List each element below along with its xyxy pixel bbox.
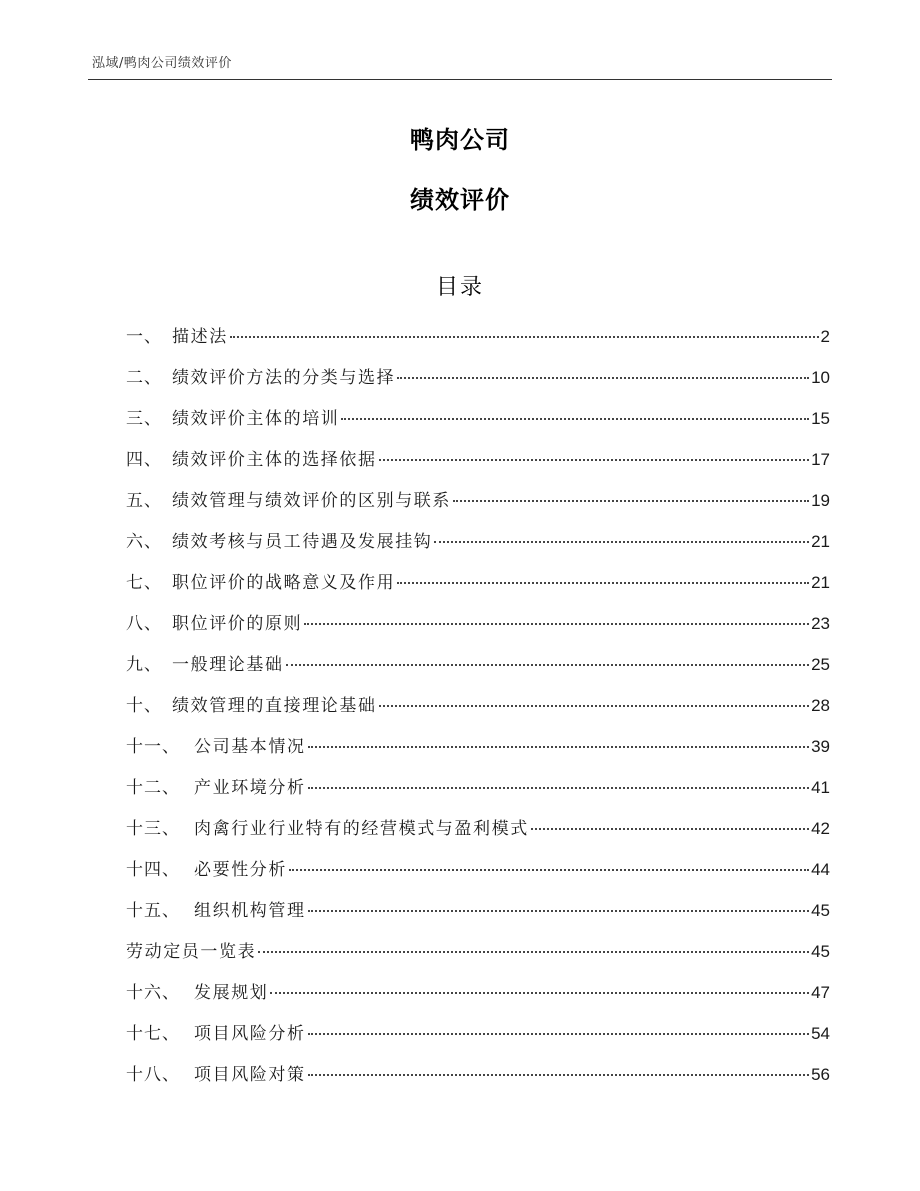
toc-entry-title: 职位评价的原则 [172, 614, 303, 634]
header-rule [88, 79, 832, 80]
toc-entry-number: 四、 [126, 450, 162, 470]
toc-entry[interactable] [126, 568, 830, 609]
toc-entry[interactable] [126, 404, 830, 445]
toc-entry-title: 公司基本情况 [194, 737, 306, 757]
toc-entry-page-number: 17 [811, 450, 830, 469]
toc-entry-number: 一、 [126, 327, 162, 347]
toc-entry-title: 劳动定员一览表 [126, 942, 257, 962]
toc-entry[interactable] [126, 814, 830, 855]
toc-dot-leader [230, 336, 819, 338]
toc-entry-title: 产业环境分析 [194, 778, 306, 798]
table-of-contents [126, 322, 830, 1101]
toc-entry[interactable] [126, 1060, 830, 1101]
toc-dot-leader [434, 541, 809, 543]
toc-entry-number: 九、 [126, 655, 162, 675]
toc-entry-title: 必要性分析 [194, 860, 287, 880]
toc-dot-leader [308, 1033, 809, 1035]
toc-entry-page-number: 54 [811, 1024, 830, 1043]
toc-entry-number: 六、 [126, 532, 162, 552]
toc-entry-page-number: 41 [811, 778, 830, 797]
toc-entry[interactable] [126, 527, 830, 568]
toc-entry-title: 绩效评价主体的选择依据 [172, 450, 377, 470]
toc-entry-title: 肉禽行业行业特有的经营模式与盈利模式 [194, 819, 529, 839]
toc-entry-page-number: 44 [811, 860, 830, 879]
toc-entry-page-number: 2 [820, 327, 830, 346]
toc-entry-title: 绩效评价方法的分类与选择 [172, 368, 396, 388]
toc-entry[interactable] [126, 445, 830, 486]
toc-dot-leader [308, 910, 809, 912]
toc-dot-leader [258, 951, 809, 953]
toc-entry[interactable] [126, 691, 830, 732]
toc-entry-number: 七、 [126, 573, 162, 593]
toc-dot-leader [453, 500, 809, 502]
toc-entry-number: 十五、 [126, 901, 180, 921]
toc-dot-leader [397, 377, 809, 379]
toc-dot-leader [379, 705, 809, 707]
toc-dot-leader [308, 746, 809, 748]
toc-entry-title: 组织机构管理 [194, 901, 306, 921]
toc-entry-title: 一般理论基础 [172, 655, 284, 675]
toc-entry-page-number: 10 [811, 368, 830, 387]
toc-entry-page-number: 56 [811, 1065, 830, 1084]
toc-entry-number: 十八、 [126, 1065, 180, 1085]
toc-entry-page-number: 19 [811, 491, 830, 510]
document-title-line1: 鸭肉公司 [410, 126, 510, 154]
toc-entry-title: 描述法 [172, 327, 228, 347]
toc-entry-number: 三、 [126, 409, 162, 429]
toc-entry-number: 八、 [126, 614, 162, 634]
toc-entry[interactable] [126, 896, 830, 937]
toc-entry-number: 十一、 [126, 737, 180, 757]
toc-entry-page-number: 42 [811, 819, 830, 838]
toc-entry-title: 绩效管理与绩效评价的区别与联系 [172, 491, 451, 511]
toc-entry-title: 绩效考核与员工待遇及发展挂钩 [172, 532, 433, 552]
toc-entry[interactable] [126, 937, 830, 978]
toc-entry[interactable] [126, 650, 830, 691]
toc-entry-number: 十七、 [126, 1024, 180, 1044]
toc-dot-leader [397, 582, 809, 584]
toc-entry[interactable] [126, 609, 830, 650]
toc-entry-page-number: 45 [811, 901, 830, 920]
toc-dot-leader [286, 664, 809, 666]
toc-entry[interactable] [126, 1019, 830, 1060]
toc-dot-leader [304, 623, 809, 625]
toc-dot-leader [270, 992, 809, 994]
toc-entry-page-number: 45 [811, 942, 830, 961]
toc-dot-leader [308, 1074, 809, 1076]
toc-dot-leader [289, 869, 809, 871]
toc-heading: 目录 [435, 275, 484, 300]
toc-entry-title: 发展规划 [194, 983, 269, 1003]
toc-entry-page-number: 21 [811, 573, 830, 592]
running-header: 泓域/鸭肉公司绩效评价 [92, 56, 232, 71]
toc-entry[interactable] [126, 855, 830, 896]
toc-entry-page-number: 47 [811, 983, 830, 1002]
toc-dot-leader [341, 418, 809, 420]
toc-entry-number: 十三、 [126, 819, 180, 839]
toc-entry[interactable] [126, 978, 830, 1019]
toc-entry-title: 项目风险分析 [194, 1024, 306, 1044]
toc-entry-number: 十、 [126, 696, 162, 716]
toc-entry-number: 十四、 [126, 860, 180, 880]
toc-entry-number: 十二、 [126, 778, 180, 798]
toc-entry-page-number: 23 [811, 614, 830, 633]
toc-entry-page-number: 21 [811, 532, 830, 551]
toc-entry[interactable] [126, 322, 830, 363]
toc-entry-title: 项目风险对策 [194, 1065, 306, 1085]
toc-entry-page-number: 15 [811, 409, 830, 428]
document-title-line2: 绩效评价 [410, 186, 510, 214]
toc-dot-leader [379, 459, 809, 461]
toc-entry-page-number: 28 [811, 696, 830, 715]
toc-entry[interactable] [126, 773, 830, 814]
toc-dot-leader [308, 787, 809, 789]
toc-dot-leader [531, 828, 809, 830]
toc-entry-title: 职位评价的战略意义及作用 [172, 573, 396, 593]
toc-entry[interactable] [126, 486, 830, 527]
toc-entry-number: 十六、 [126, 983, 180, 1003]
toc-entry-page-number: 25 [811, 655, 830, 674]
toc-entry-title: 绩效管理的直接理论基础 [172, 696, 377, 716]
toc-entry-title: 绩效评价主体的培训 [172, 409, 340, 429]
toc-entry-number: 五、 [126, 491, 162, 511]
toc-entry[interactable] [126, 363, 830, 404]
toc-entry-number: 二、 [126, 368, 162, 388]
toc-entry-page-number: 39 [811, 737, 830, 756]
toc-entry[interactable] [126, 732, 830, 773]
